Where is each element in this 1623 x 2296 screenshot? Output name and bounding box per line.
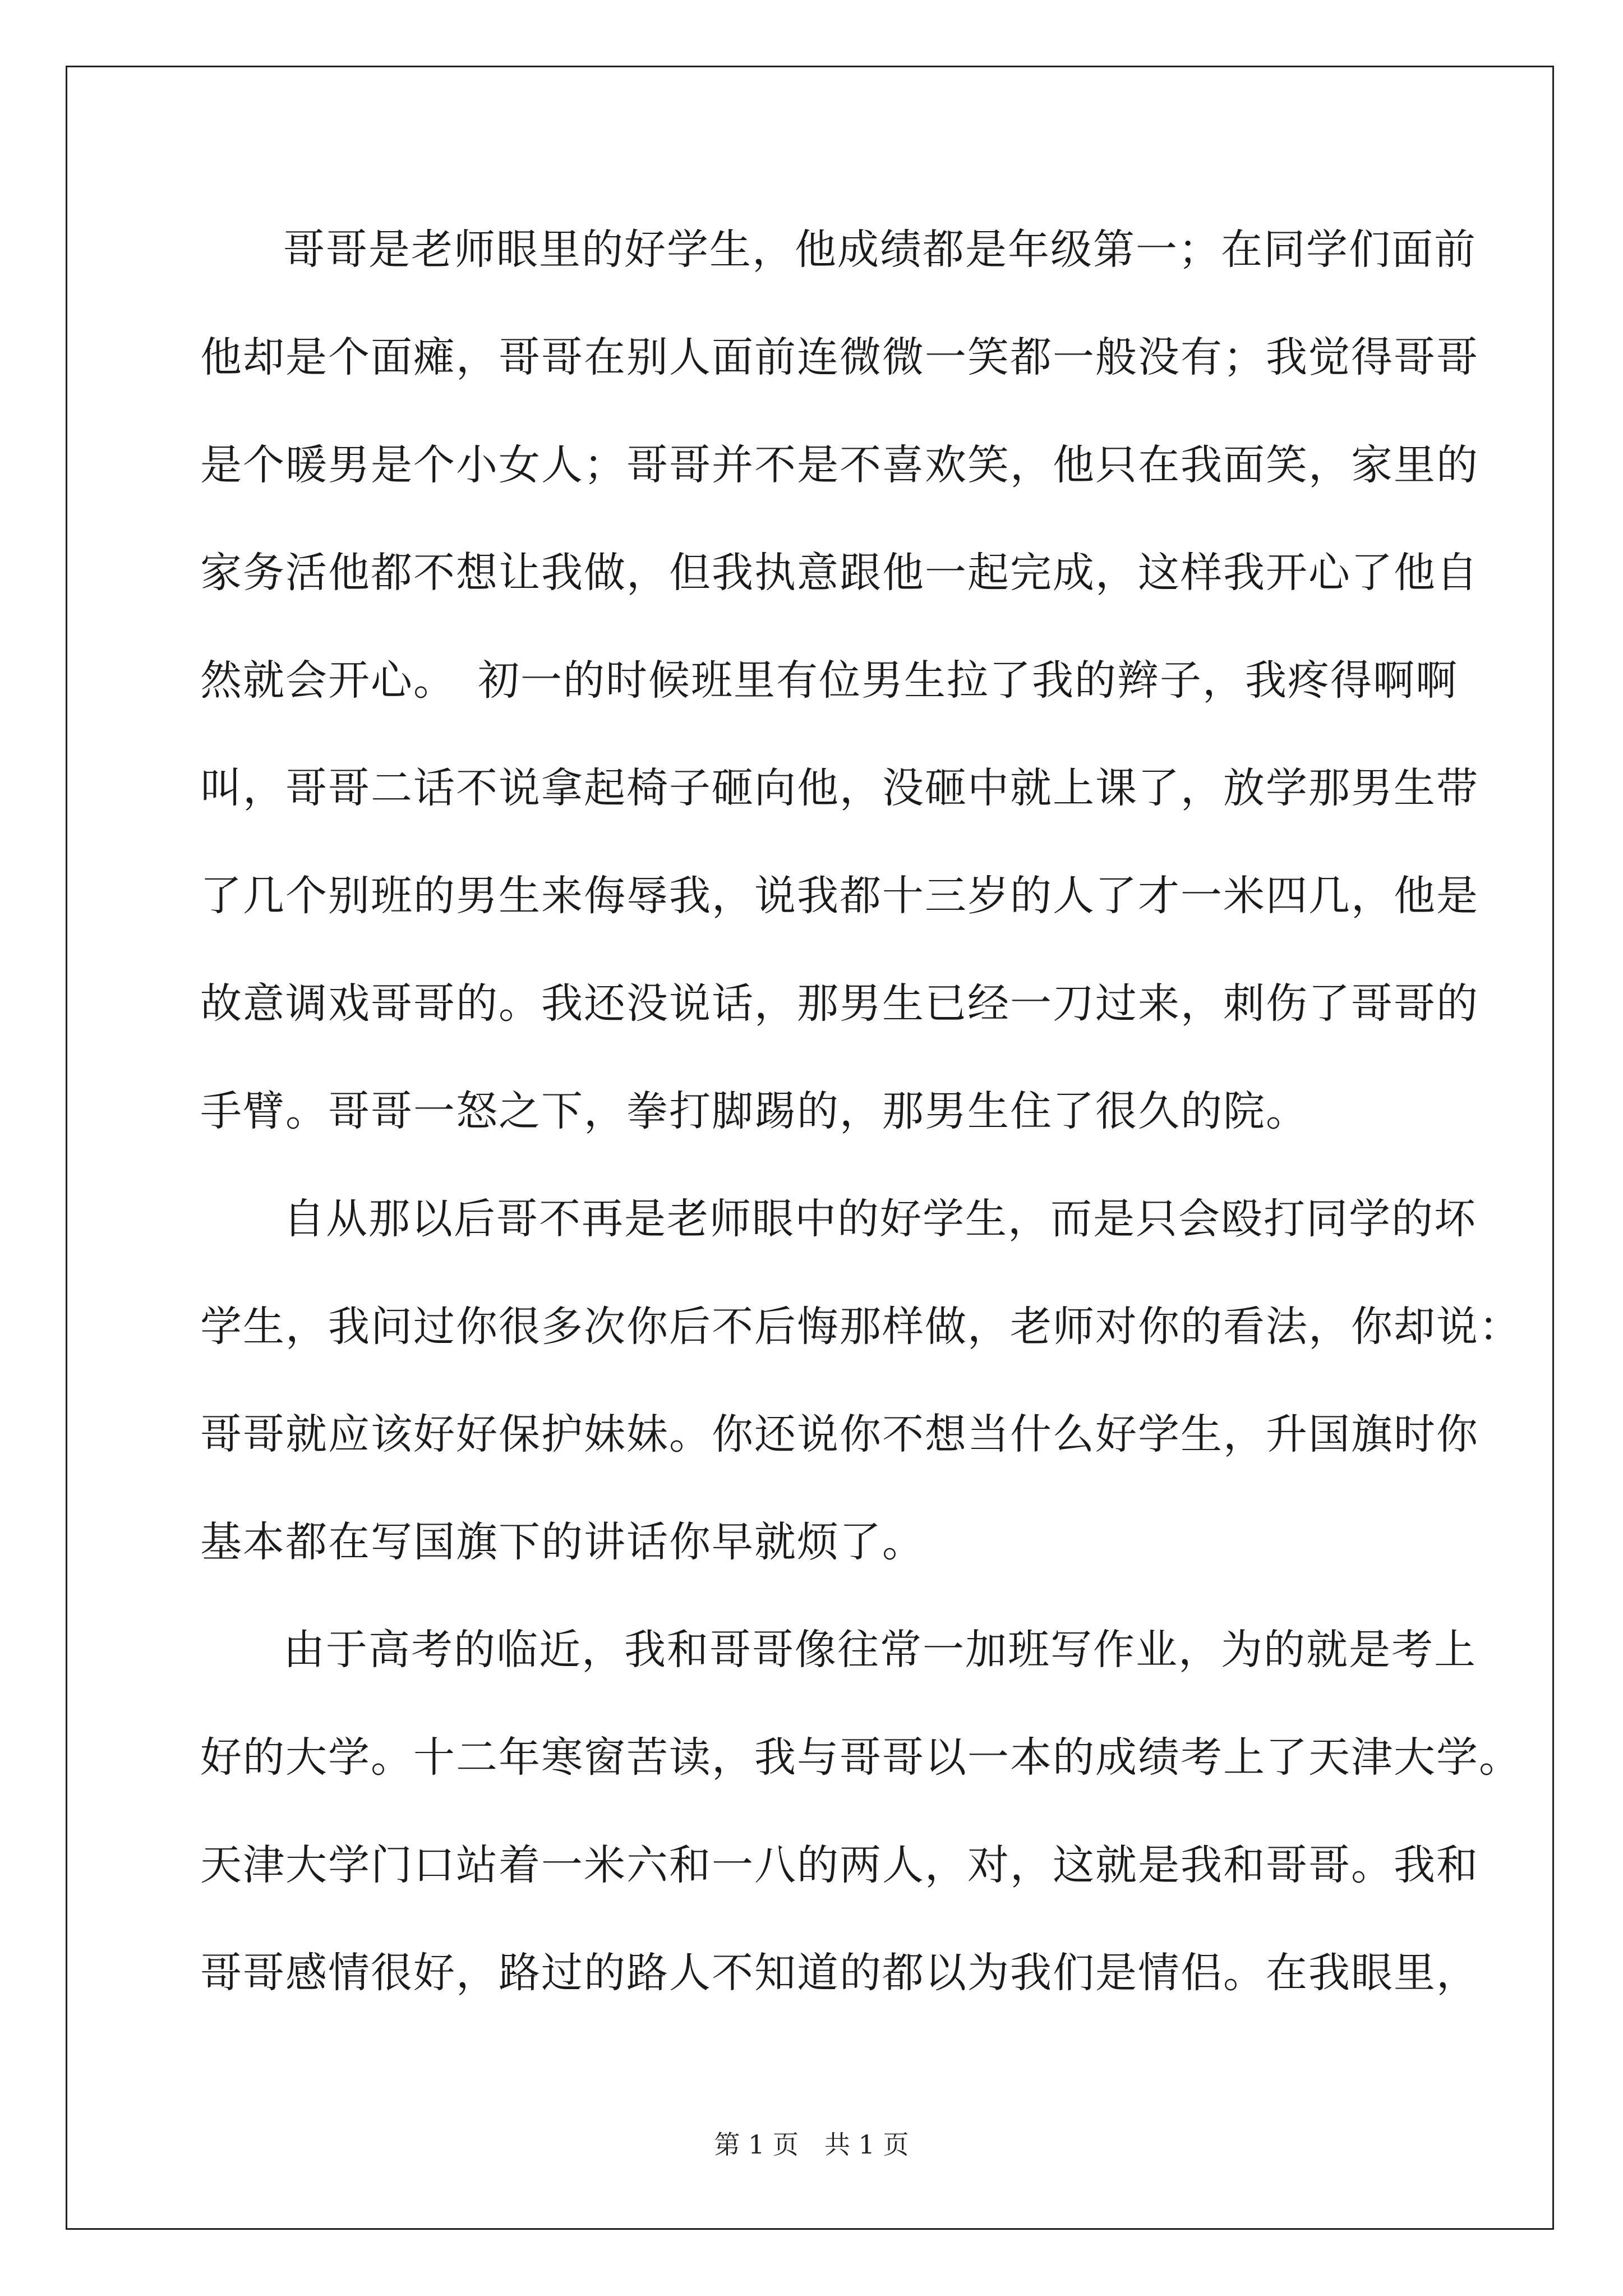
page-number-footer: 第 1 页 共 1 页 xyxy=(714,2129,909,2160)
paragraph-3-line-3: 天津大学门口站着一米六和一八的两人，对，这就是我和哥哥。我和 xyxy=(200,1841,1479,1889)
paragraph-3-line-2: 好的大学。十二年寒窗苦读，我与哥哥以一本的成绩考上了天津大学。 xyxy=(200,1733,1521,1782)
paragraph-1-line-7: 了几个别班的男生来侮辱我，说我都十三岁的人了才一米四几，他是 xyxy=(200,872,1479,920)
paragraph-1-line-3: 是个暖男是个小女人；哥哥并不是不喜欢笑，他只在我面笑，家里的 xyxy=(200,441,1479,489)
paragraph-1-line-1: 哥哥是老师眼里的好学生，他成绩都是年级第一；在同学们面前 xyxy=(283,226,1477,274)
paragraph-2-line-2: 学生，我问过你很多次你后不后悔那样做，老师对你的看法，你却说： xyxy=(200,1303,1521,1351)
paragraph-3-line-4: 哥哥感情很好，路过的路人不知道的都以为我们是情侣。在我眼里， xyxy=(200,1949,1479,1997)
paragraph-1-line-6: 叫，哥哥二话不说拿起椅子砸向他，没砸中就上课了，放学那男生带 xyxy=(200,764,1479,812)
page-border xyxy=(66,66,1554,2230)
paragraph-2-line-1: 自从那以后哥不再是老师眼中的好学生，而是只会殴打同学的坏 xyxy=(283,1195,1477,1243)
paragraph-1-line-5: 然就会开心。 初一的时候班里有位男生拉了我的辫子，我疼得啊啊 xyxy=(200,656,1458,705)
paragraph-2-line-3: 哥哥就应该好好保护妹妹。你还说你不想当什么好学生，升国旗时你 xyxy=(200,1410,1479,1458)
paragraph-1-line-4: 家务活他都不想让我做，但我执意跟他一起完成，这样我开心了他自 xyxy=(200,549,1479,597)
paragraph-3-line-1: 由于高考的临近，我和哥哥像往常一加班写作业，为的就是考上 xyxy=(283,1626,1477,1674)
paragraph-2-line-4: 基本都在写国旗下的讲话你早就烦了。 xyxy=(200,1518,925,1566)
paragraph-1-line-8: 故意调戏哥哥的。我还没说话，那男生已经一刀过来，刺伤了哥哥的 xyxy=(200,979,1479,1028)
paragraph-1-line-2: 他却是个面瘫，哥哥在别人面前连微微一笑都一般没有；我觉得哥哥 xyxy=(200,333,1479,381)
paragraph-1-line-9: 手臂。哥哥一怒之下，拳打脚踢的，那男生住了很久的院。 xyxy=(200,1087,1308,1135)
